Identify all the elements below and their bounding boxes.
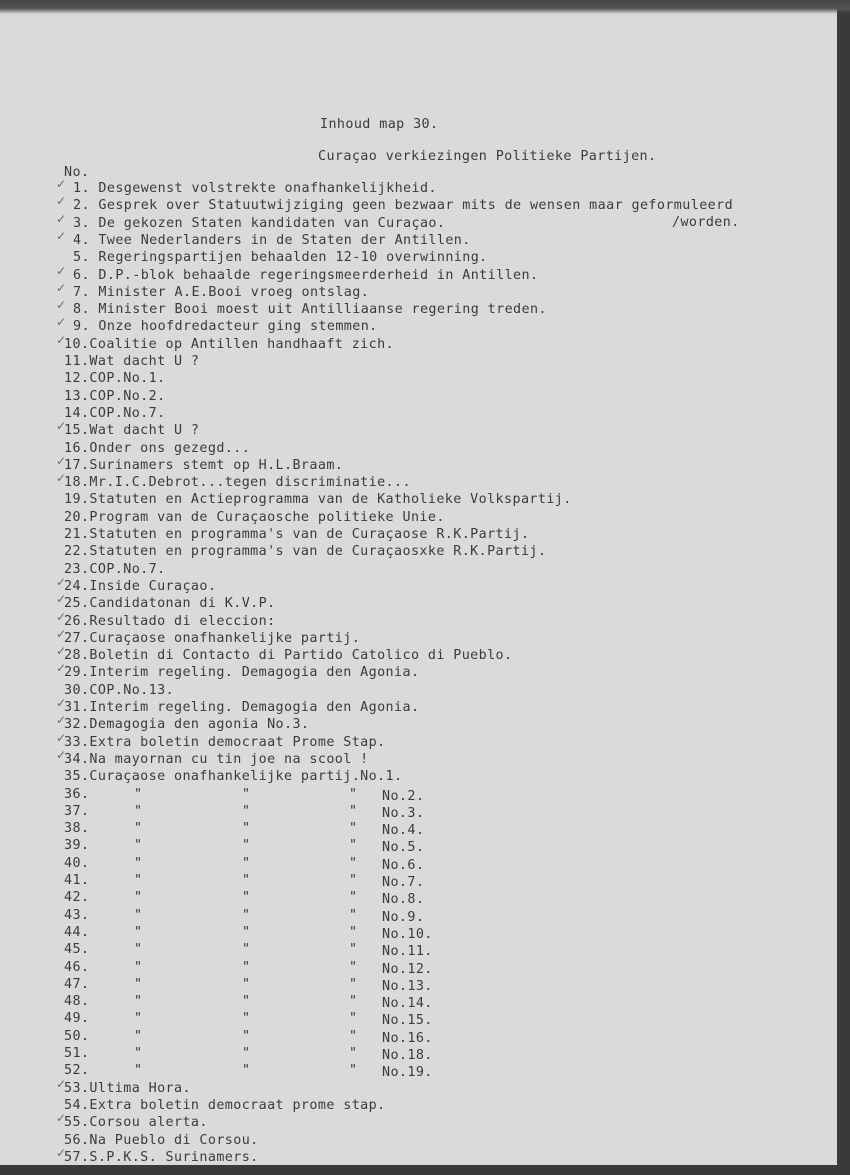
item-title: Program van de Curaçaosche politieke Unie. [89,509,445,525]
ditto-row [64,907,425,925]
item-number: 11. [64,354,90,369]
ditto-mark: " [134,959,143,975]
ditto-mark: " [134,994,143,1010]
item-title: Onder ons gezegd... [89,440,251,456]
check-mark-icon: ✓ [56,332,67,347]
item-number: 7. [73,284,90,300]
item-number: 37. [64,803,90,819]
issue-number: No.3. [382,805,425,821]
item-title: Extra boletin democraat Prome Stap. [89,734,386,750]
ditto-mark: " [349,976,358,992]
ditto-mark: " [349,994,358,1010]
item-title: Statuten en programma's van de Curaçaose R.K.Partij. [89,527,530,542]
ditto-mark: " [134,907,143,923]
ditto-mark: " [242,855,251,871]
check-mark-icon: ✓ [56,211,67,226]
list-item [64,491,572,508]
item-number: 21. [64,527,90,542]
list-item [73,318,378,335]
issue-number: No.19. [382,1065,433,1081]
item-number: 33. [64,734,90,750]
ditto-mark: " [242,1011,251,1027]
number-column-label: No. [64,165,90,180]
ditto-mark: " [242,1028,251,1044]
list-item [64,526,529,543]
check-mark-icon: ✓ [56,471,67,486]
check-mark-icon: ✓ [56,644,67,659]
item-title: Desgewenst volstrekte onafhankelijkheid. [89,181,437,196]
check-mark-icon: ✓ [56,661,67,676]
item-number: 5. [73,250,90,266]
item-number: 49. [64,1011,90,1027]
item-number: 35. [64,769,90,785]
issue-number: No.11. [382,944,433,960]
list-item [64,1132,259,1149]
check-mark-icon: ✓ [56,280,67,295]
item-number: 41. [64,873,90,888]
item-number: 45. [64,942,90,958]
item-title: Inside Curaçao. [89,578,217,594]
item-number: 23. [64,561,90,577]
item-number: 3. [73,215,90,231]
check-mark-icon: ✓ [56,177,67,191]
item-title: Twee Nederlanders in de Staten der Antillen. [89,232,471,248]
ditto-mark: " [349,890,358,906]
ditto-row [64,803,425,821]
check-mark-icon: ✓ [56,315,67,330]
issue-number: No.13. [382,978,433,994]
item-title: Demagogia den agonia No.3. [89,717,310,733]
ditto-mark: " [349,1028,358,1044]
item-title: Candidatonan di K.V.P. [89,596,276,612]
check-mark-icon: ✓ [56,453,67,468]
ditto-mark: " [242,890,251,906]
ditto-mark: " [349,942,358,958]
list-item [64,699,419,716]
item-title: Na mayornan cu tin joe na scool ! [89,751,369,767]
ditto-mark: " [242,959,251,975]
check-mark-icon: ✓ [56,263,67,278]
item-title: Statuten en programma's van de Curaçaosxke R.K.Partij. [89,544,547,560]
ditto-mark: " [242,976,251,992]
item-title: Interim regeling. Demagogia den Agonia. [89,700,420,715]
ditto-row [64,976,433,994]
item-number: 48. [64,994,90,1010]
check-mark-icon: ✓ [56,626,67,641]
item-title: S.P.K.S. Surinamers. [89,1149,259,1165]
list-item [64,734,386,751]
item-number: 38. [64,821,90,837]
item-title: COP.No.2. [89,388,166,404]
list-item [64,1080,191,1097]
item-title: COP.No.7. [89,561,166,577]
list-item [73,267,538,284]
ditto-mark: " [134,1028,143,1044]
item-title: Coalitie op Antillen handhaaft zich. [89,336,395,352]
item-title: COP.No.13. [89,682,175,698]
item-title: Ultima Hora. [89,1080,191,1096]
item-number: 4. [73,232,90,248]
check-mark-icon: ✓ [56,298,67,313]
issue-number: No.5. [382,840,425,856]
issue-number: No.9. [382,909,425,925]
ditto-row [64,1010,433,1029]
ditto-row [64,786,425,804]
list-item [672,214,740,231]
ditto-mark: " [134,803,143,819]
ditto-mark: " [242,942,251,958]
list-item [64,474,411,491]
check-mark-icon: ✓ [56,419,67,434]
ditto-mark: " [242,821,251,837]
item-number: 8. [73,302,90,318]
item-number: 57. [64,1149,90,1165]
item-number: 28. [64,648,90,664]
ditto-mark: " [242,873,251,888]
item-title: D.P.-blok behaalde regeringsmeerderheid in Antillen. [89,267,539,283]
list-item [73,301,547,318]
item-title: Wat dacht U ? [89,354,200,369]
ditto-mark: " [242,1063,251,1079]
ditto-mark: " [242,907,251,923]
check-mark-icon: ✓ [56,194,67,209]
list-item [64,630,360,647]
check-mark-icon: ✓ [56,574,67,589]
check-mark-icon: ✓ [56,747,67,762]
item-title: Boletin di Contacto di Partido Catolico di Pueblo. [89,648,513,664]
item-number: 22. [64,544,90,560]
item-number: 24. [64,578,90,594]
list-item [64,561,166,578]
ditto-mark: " [349,1011,358,1027]
ditto-mark: " [242,786,251,802]
list-item [64,388,166,405]
ditto-row [64,889,425,908]
list-item [64,751,369,768]
page-subtitle: Curaçao verkiezingen Politieke Partijen. [318,149,657,164]
item-number: 30. [64,682,90,698]
list-item [64,647,512,664]
item-number: 20. [64,509,90,525]
page-title: Inhoud map 30. [320,117,439,132]
item-number: 55. [64,1115,90,1131]
item-number: 1. [73,181,90,196]
issue-number: No.15. [382,1013,433,1029]
item-number: 43. [64,907,90,923]
item-number: 17. [64,457,90,473]
issue-number: No.6. [382,857,425,873]
check-mark-icon: ✓ [56,609,67,624]
list-item [64,422,199,439]
item-number: 51. [64,1046,90,1061]
ditto-mark: " [134,873,143,888]
list-item [73,232,471,249]
issue-number: No.18. [382,1048,433,1063]
item-number: 26. [64,613,90,629]
issue-number: No.4. [382,823,425,839]
ditto-row [64,1062,433,1081]
ditto-mark: " [349,803,358,819]
item-number: 12. [64,371,90,387]
item-number: 10. [64,336,90,352]
item-number: 36. [64,786,90,802]
ditto-mark: " [134,1046,143,1061]
ditto-mark: " [134,855,143,871]
ditto-mark: " [134,924,143,940]
item-number: 52. [64,1063,90,1079]
item-number: 19. [64,492,90,508]
ditto-mark: " [349,1046,358,1061]
ditto-row [64,924,433,942]
item-number: 31. [64,700,90,715]
item-title: Minister A.E.Booi vroeg ontslag. [89,284,370,300]
issue-number: No.10. [382,926,433,942]
list-item [73,215,445,232]
item-number: 40. [64,855,90,871]
list-item [64,682,174,699]
list-item [64,1149,259,1165]
issue-number: No.16. [382,1030,433,1046]
check-mark-icon: ✓ [56,1076,67,1091]
item-title: Extra boletin democraat prome stap. [89,1097,386,1113]
item-title: Curaçaose onafhankelijke partij.No.1. [89,769,403,785]
item-title: COP.No.1. [89,371,166,387]
ditto-mark: " [349,924,358,940]
issue-number: No.8. [382,892,425,908]
item-title: Surinamers stemt op H.L.Braam. [89,457,344,473]
item-number: 9. [73,319,90,335]
item-title: Minister Booi moest uit Antilliaanse regering treden. [89,302,547,318]
ditto-mark: " [134,942,143,958]
check-mark-icon: ✓ [56,228,67,243]
list-item [73,180,437,197]
item-number: 53. [64,1080,90,1096]
list-item [64,336,394,353]
list-item [64,543,546,560]
list-item [64,613,276,630]
ditto-mark: " [242,803,251,819]
check-mark-icon: ✓ [56,1111,67,1126]
list-item [64,509,445,526]
item-title: Gesprek over Statuutwijziging geen bezwaar mits de wensen maar geformuleerd [89,198,734,214]
item-number: 42. [64,890,90,906]
list-item [64,440,250,457]
check-mark-icon: ✓ [56,696,67,710]
item-number: 6. [73,267,90,283]
item-number: 34. [64,751,90,767]
item-number: 54. [64,1097,90,1113]
list-item [64,768,402,785]
ditto-mark: " [134,1063,143,1079]
ditto-mark: " [349,855,358,871]
ditto-row [64,1045,433,1063]
item-number: 32. [64,717,90,733]
ditto-row [64,941,433,960]
ditto-row [64,1028,433,1046]
ditto-mark: " [349,838,358,854]
ditto-mark: " [134,786,143,802]
item-title: Mr.I.C.Debrot...tegen discriminatie... [89,475,411,491]
ditto-mark: " [134,838,143,854]
item-title: Corsou alerta. [89,1115,208,1131]
item-number: 29. [64,665,90,681]
ditto-mark: " [242,924,251,940]
ditto-mark: " [349,959,358,975]
item-title: Curaçaose onafhankelijke partij. [89,630,361,646]
ditto-row [64,993,433,1012]
item-number: 16. [64,440,90,456]
check-mark-icon: ✓ [56,730,67,745]
list-item [64,595,276,612]
item-number: 47. [64,976,90,992]
item-number: 56. [64,1132,90,1148]
item-number: 44. [64,924,90,940]
check-mark-icon: ✓ [56,713,67,728]
list-item [64,578,216,595]
item-number: 25. [64,596,90,612]
item-title: Regeringspartijen behaalden 12-10 overwinning. [89,250,488,266]
ditto-row [64,855,425,873]
item-number: 18. [64,475,90,491]
ditto-mark: " [242,838,251,854]
ditto-mark: " [134,890,143,906]
ditto-mark: " [349,873,358,888]
list-item [64,664,419,681]
item-number: 39. [64,838,90,854]
issue-number: No.12. [382,961,433,977]
item-title: Wat dacht U ? [89,423,200,439]
list-item [64,405,166,422]
ditto-mark: " [134,821,143,837]
item-title: Resultado di eleccion: [89,613,276,629]
item-number: 2. [73,198,90,214]
list-item [73,249,488,266]
ditto-mark: " [349,786,358,802]
ditto-mark: " [349,907,358,923]
item-number: 14. [64,405,90,421]
list-item [64,457,343,474]
ditto-mark: " [349,821,358,837]
ditto-mark: " [242,994,251,1010]
scan-border [0,0,850,14]
item-title: Statuten en Actieprogramma van de Katholieke Volkspartij. [89,492,572,508]
ditto-mark: " [242,1046,251,1061]
check-mark-icon: ✓ [56,592,67,607]
check-mark-icon: ✓ [56,1145,67,1160]
ditto-row [64,959,433,977]
item-title: De gekozen Staten kandidaten van Curaçao. [89,215,446,231]
item-number: 50. [64,1028,90,1044]
item-title: Interim regeling. Demagogia den Agonia. [89,665,420,681]
ditto-mark: " [349,1063,358,1079]
item-title: Onze hoofdredacteur ging stemmen. [89,319,378,335]
ditto-mark: " [134,976,143,992]
list-item [64,353,199,370]
item-title: COP.No.7. [89,405,166,421]
ditto-mark: " [134,1011,143,1027]
ditto-row [64,872,425,890]
item-number: 27. [64,630,90,646]
item-number: 15. [64,423,90,439]
item-number: 46. [64,959,90,975]
list-item [64,1097,386,1114]
list-item [64,370,166,387]
issue-number: No.7. [382,875,425,890]
list-item [64,716,309,733]
ditto-row [64,820,425,839]
ditto-row [64,837,425,856]
list-item [73,197,733,214]
issue-number: No.14. [382,996,433,1012]
list-item [64,1114,208,1131]
item-number: 13. [64,388,90,404]
item-title: /worden. [672,215,740,231]
item-title: Na Pueblo di Corsou. [89,1132,259,1148]
issue-number: No.2. [382,788,425,804]
list-item [73,284,369,301]
